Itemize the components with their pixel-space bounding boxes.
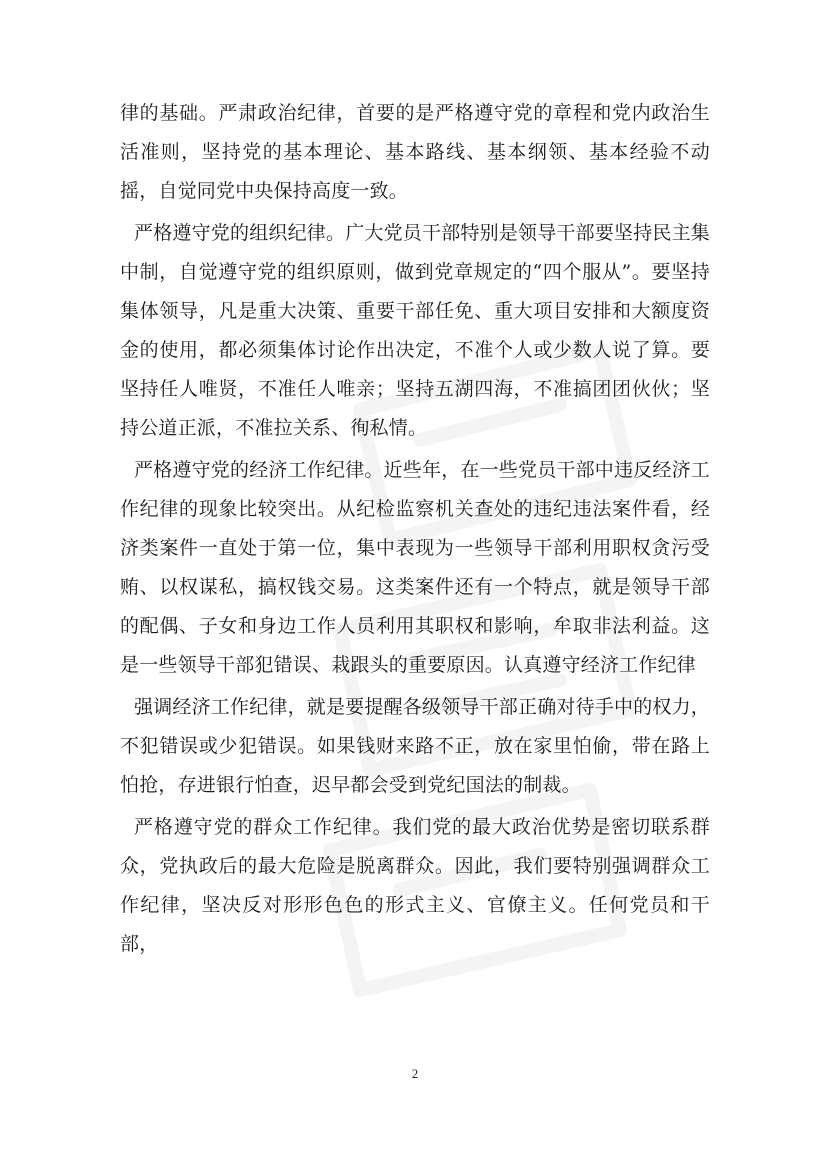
document-body xyxy=(120,94,710,964)
page-number: 2 xyxy=(411,1066,419,1081)
paragraph-mass-work-discipline: 严格遵守党的群众工作纪律。我们党的最大政治优势是密切联系群众，党执政后的最大危险是脱离群众。因此，我们要特别强调群众工作纪律，坚决反对形形色色的形式主义、官僚主义。任何党员和干部， xyxy=(120,816,710,955)
paragraph-organizational-discipline: 严格遵守党的组织纪律。广大党员干部特别是领导干部要坚持民主集中制，自觉遵守党的组织原则，做到党章规定的“四个服从”。要坚持集体领导，凡是重大决策、重要干部任免、重大项目安排和大额度资金的使用，都必须集体讨论作出决定，不准个人或少数人说了算。要坚持任人唯贤，不准任人唯亲；坚持五湖四海，不准搞团团伙伙；坚持公道正派，不准拉关系、徇私情。 xyxy=(120,222,711,439)
paragraph-economic-discipline: 严格遵守党的经济工作纪律。近些年，在一些党员干部中违反经济工作纪律的现象比较突出。从纪检监察机关查处的违纪违法案件看，经济类案件一直处于第一位，集中表现为一些领导干部利用职权贪污受贿、以权谋私，搞权钱交易。这类案件还有一个特点，就是领导干部的配偶、子女和身边工作人员利用其职权和影响，牟取非法利益。这是一些领导干部犯错误、栽跟头的重要原因。认真遵守经济工作纪律 xyxy=(120,459,711,676)
paragraph-political-discipline-continued: 律的基础。严肃政治纪律，首要的是严格遵守党的章程和党内政治生活准则，坚持党的基本理论、基本路线、基本纲领、基本经验不动摇，自觉同党中央保持高度一致。 xyxy=(120,102,710,202)
paragraph-economic-discipline-emphasis: 强调经济工作纪律，就是要提醒各级领导干部正确对待手中的权力，不犯错误或少犯错误。如果钱财来路不正，放在家里怕偷，带在路上怕抢，存进银行怕查，迟早都会受到党纪国法的制裁。 xyxy=(120,696,711,796)
